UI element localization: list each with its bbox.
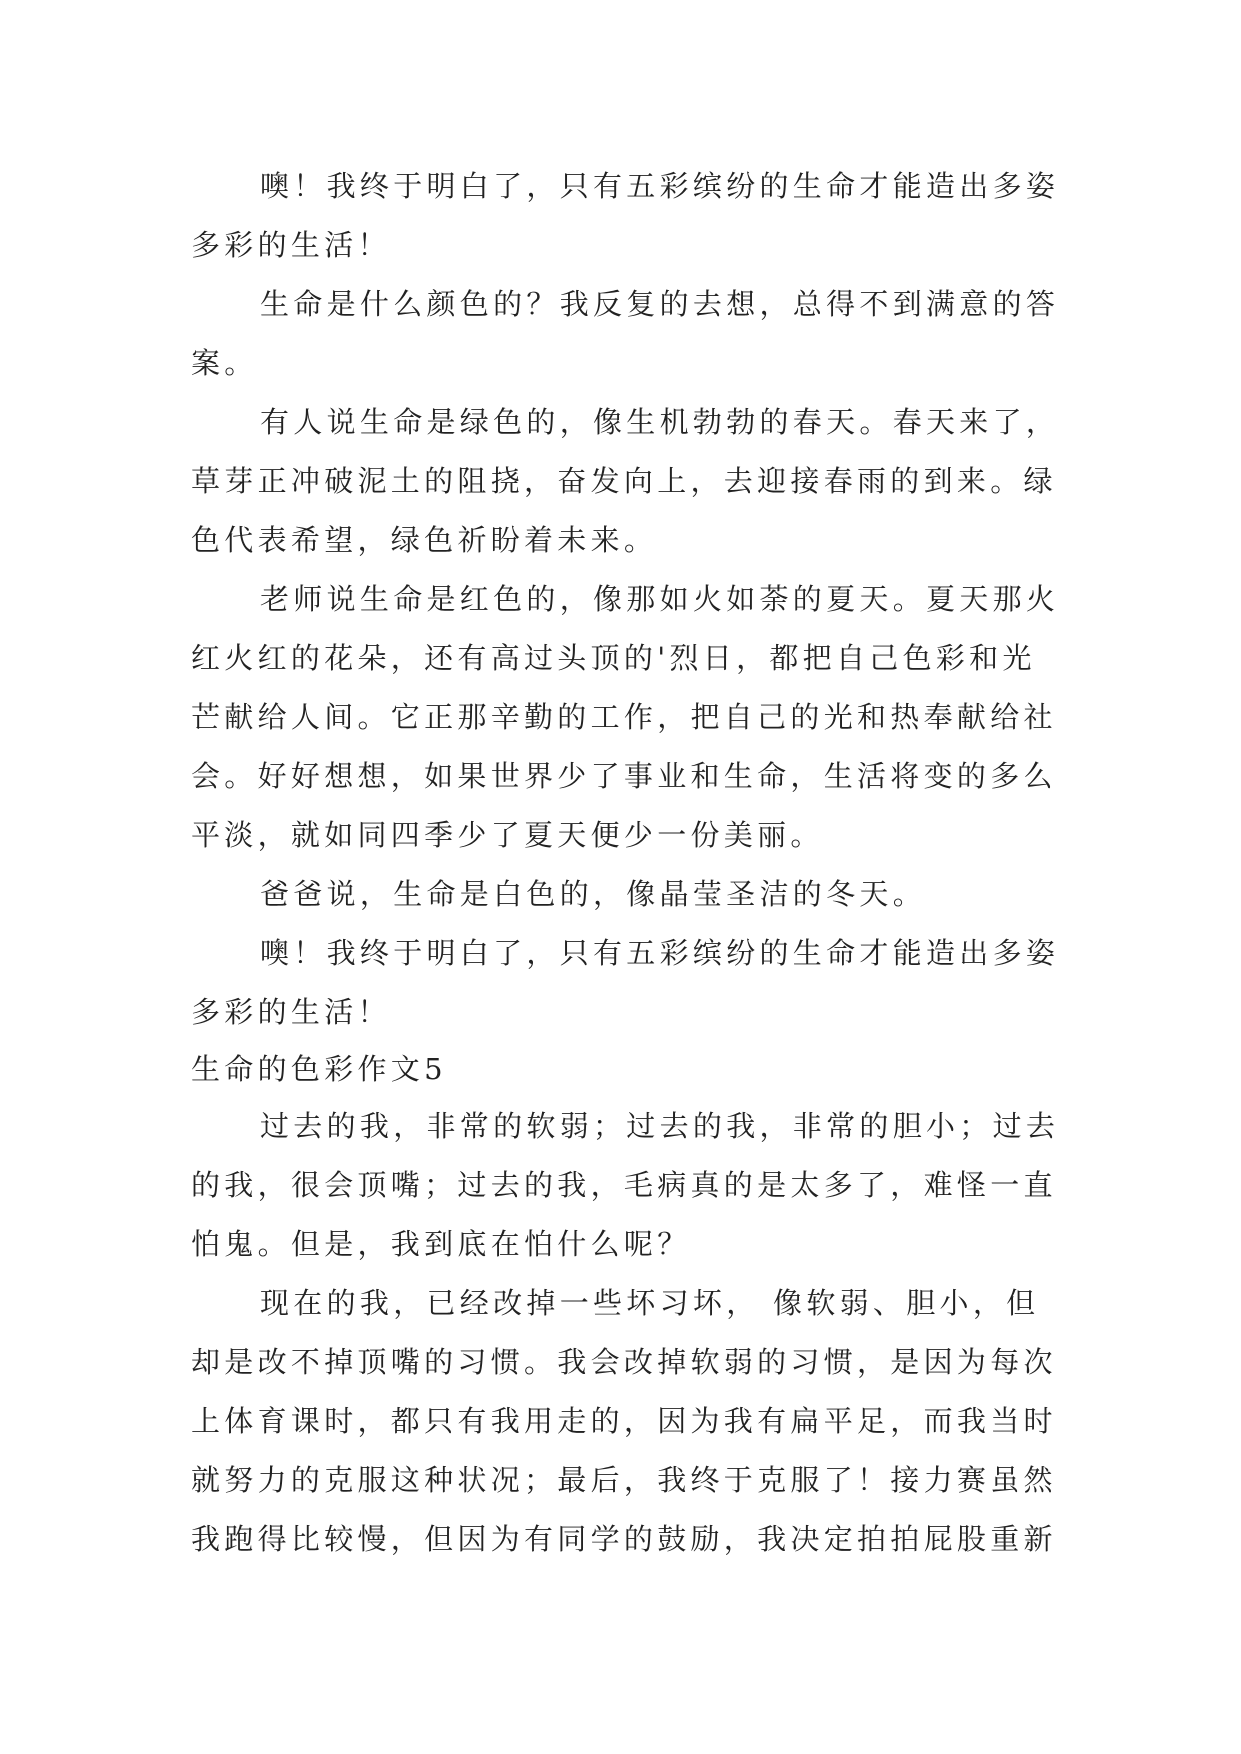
paragraph: [191, 1274, 1071, 1569]
paragraph-line: 过去的我，非常的软弱；过去的我，非常的胆小；过去: [260, 1109, 1060, 1143]
paragraph-line: 生命是什么颜色的？我反复的去想，总得不到满意的答: [260, 287, 1060, 321]
paragraph-line: 怕鬼。但是，我到底在怕什么呢？: [191, 1227, 691, 1261]
paragraph-line: 现在的我，已经改掉一些坏习坏， 像软弱、胆小，但: [260, 1286, 1040, 1320]
paragraph-line: 平淡，就如同四季少了夏天便少一份美丽。: [191, 818, 824, 852]
paragraph-line: 老师说生命是红色的，像那如火如荼的夏天。夏天那火: [260, 582, 1060, 616]
paragraph: [191, 393, 1071, 570]
paragraph-line: 噢！我终于明白了，只有五彩缤纷的生命才能造出多姿: [260, 936, 1060, 970]
paragraph: [191, 1097, 1071, 1274]
paragraph-line: 却是改不掉顶嘴的习惯。我会改掉软弱的习惯，是因为每次: [191, 1345, 1057, 1379]
paragraph-line: 就努力的克服这种状况；最后，我终于克服了！接力赛虽然: [191, 1463, 1057, 1497]
paragraph-line: 芒献给人间。它正那辛勤的工作，把自己的光和热奉献给社: [191, 700, 1057, 734]
paragraph-line: 上体育课时，都只有我用走的，因为我有扁平足，而我当时: [191, 1404, 1057, 1438]
paragraph-line: 噢！我终于明白了，只有五彩缤纷的生命才能造出多姿: [260, 169, 1060, 203]
paragraph: [191, 157, 1071, 275]
paragraph-line: 我跑得比较慢，但因为有同学的鼓励，我决定拍拍屁股重新: [191, 1522, 1057, 1556]
paragraph-line: 多彩的生活！: [191, 995, 391, 1029]
section-heading: 生命的色彩作文5: [191, 1052, 447, 1086]
document-body: [191, 157, 1071, 1569]
paragraph: [191, 865, 1071, 924]
paragraph-line: 的我，很会顶嘴；过去的我，毛病真的是太多了，难怪一直: [191, 1168, 1057, 1202]
paragraph: [191, 570, 1071, 865]
paragraph-line: 草芽正冲破泥土的阻挠，奋发向上，去迎接春雨的到来。绿: [191, 464, 1057, 498]
paragraph-line: 爸爸说，生命是白色的，像晶莹圣洁的冬天。: [260, 877, 927, 911]
paragraph-line: 会。好好想想，如果世界少了事业和生命，生活将变的多么: [191, 759, 1057, 793]
paragraph: [191, 275, 1071, 393]
paragraph-line: 红火红的花朵，还有高过头顶的'烈日，都把自己色彩和光: [191, 641, 1036, 675]
paragraph-line: 案。: [191, 346, 258, 380]
paragraph: [191, 924, 1071, 1042]
paragraph-line: 色代表希望，绿色祈盼着未来。: [191, 523, 658, 557]
paragraph-line: 有人说生命是绿色的，像生机勃勃的春天。春天来了，: [260, 405, 1060, 439]
paragraph-line: 多彩的生活！: [191, 228, 391, 262]
